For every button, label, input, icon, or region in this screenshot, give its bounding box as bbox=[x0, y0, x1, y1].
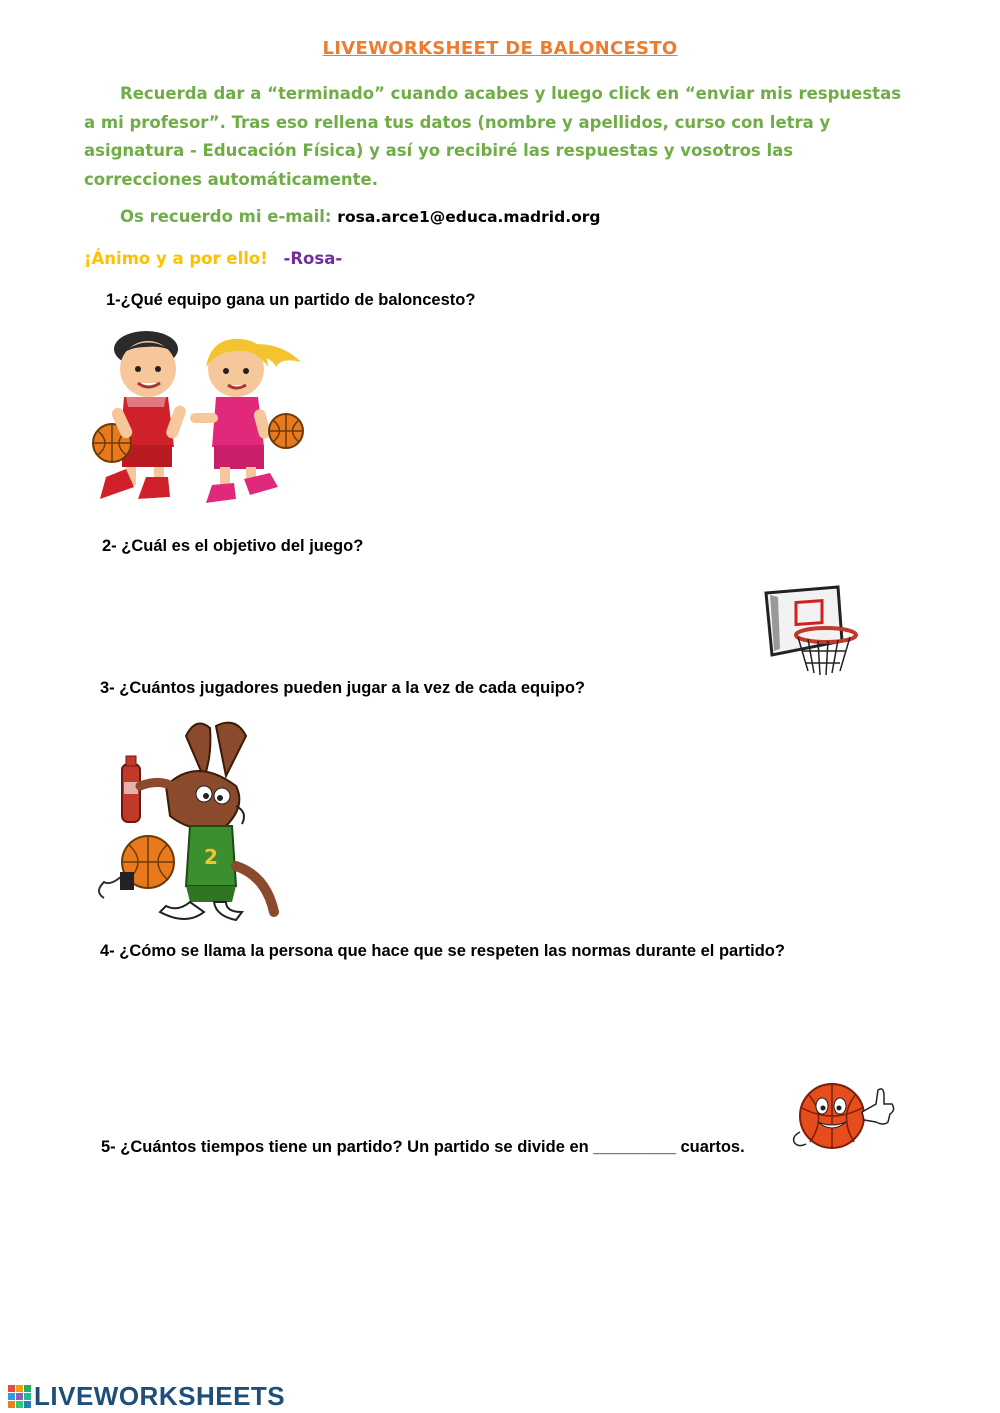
logo-square bbox=[8, 1393, 15, 1400]
instructions-paragraph: Recuerda dar a “terminado” cuando acabes y luego click en “enviar mis respuestas a mi profesor”. Tras eso rellena tus datos (nombre y apellidos, curso con letra y asignatura - Educación Física) y así yo recibiré las respuestas y vosotros las correcciones automáticamente. bbox=[84, 84, 902, 189]
logo-square bbox=[16, 1393, 23, 1400]
email-address: rosa.arce1@educa.madrid.org bbox=[337, 208, 601, 226]
question-4: 4- ¿Cómo se llama la persona que hace que se respeten las normas durante el partido? bbox=[100, 942, 785, 960]
question-2: 2- ¿Cuál es el objetivo del juego? bbox=[102, 537, 364, 555]
question-5: 5- ¿Cuántos tiempos tiene un partido? Un partido se divide en _________ cuartos. bbox=[101, 1138, 745, 1156]
encouragement-line bbox=[84, 249, 342, 268]
basketball-mascot-thumbs-up-icon bbox=[788, 1078, 898, 1152]
basketball-hoop-icon bbox=[760, 585, 860, 680]
email-line bbox=[120, 207, 600, 226]
girl-player-icon bbox=[190, 339, 303, 508]
logo-square bbox=[16, 1385, 23, 1392]
worksheet-title: LIVEWORKSHEET DE BALONCESTO bbox=[322, 38, 678, 59]
coyote-basketball-illustration bbox=[86, 716, 280, 926]
logo-square bbox=[16, 1401, 23, 1408]
logo-square bbox=[8, 1385, 15, 1392]
kids-basketball-illustration bbox=[86, 327, 308, 517]
svg-text:2: 2 bbox=[204, 845, 218, 869]
logo-square bbox=[24, 1385, 31, 1392]
encouragement-text: ¡Ánimo y a por ello! bbox=[84, 249, 268, 268]
email-label: Os recuerdo mi e-mail: bbox=[120, 207, 332, 226]
logo-square bbox=[24, 1393, 31, 1400]
boy-player-icon bbox=[93, 331, 187, 504]
question-1: 1-¿Qué equipo gana un partido de baloncesto? bbox=[106, 291, 476, 309]
logo-grid-icon bbox=[8, 1385, 31, 1408]
logo-square bbox=[8, 1401, 15, 1408]
brand-name: LIVEWORKSHEETS bbox=[34, 1381, 286, 1411]
question-3: 3- ¿Cuántos jugadores pueden jugar a la vez de cada equipo? bbox=[100, 679, 586, 697]
signature: -Rosa- bbox=[283, 249, 343, 268]
logo-square bbox=[24, 1401, 31, 1408]
liveworksheets-logo bbox=[8, 1381, 285, 1412]
